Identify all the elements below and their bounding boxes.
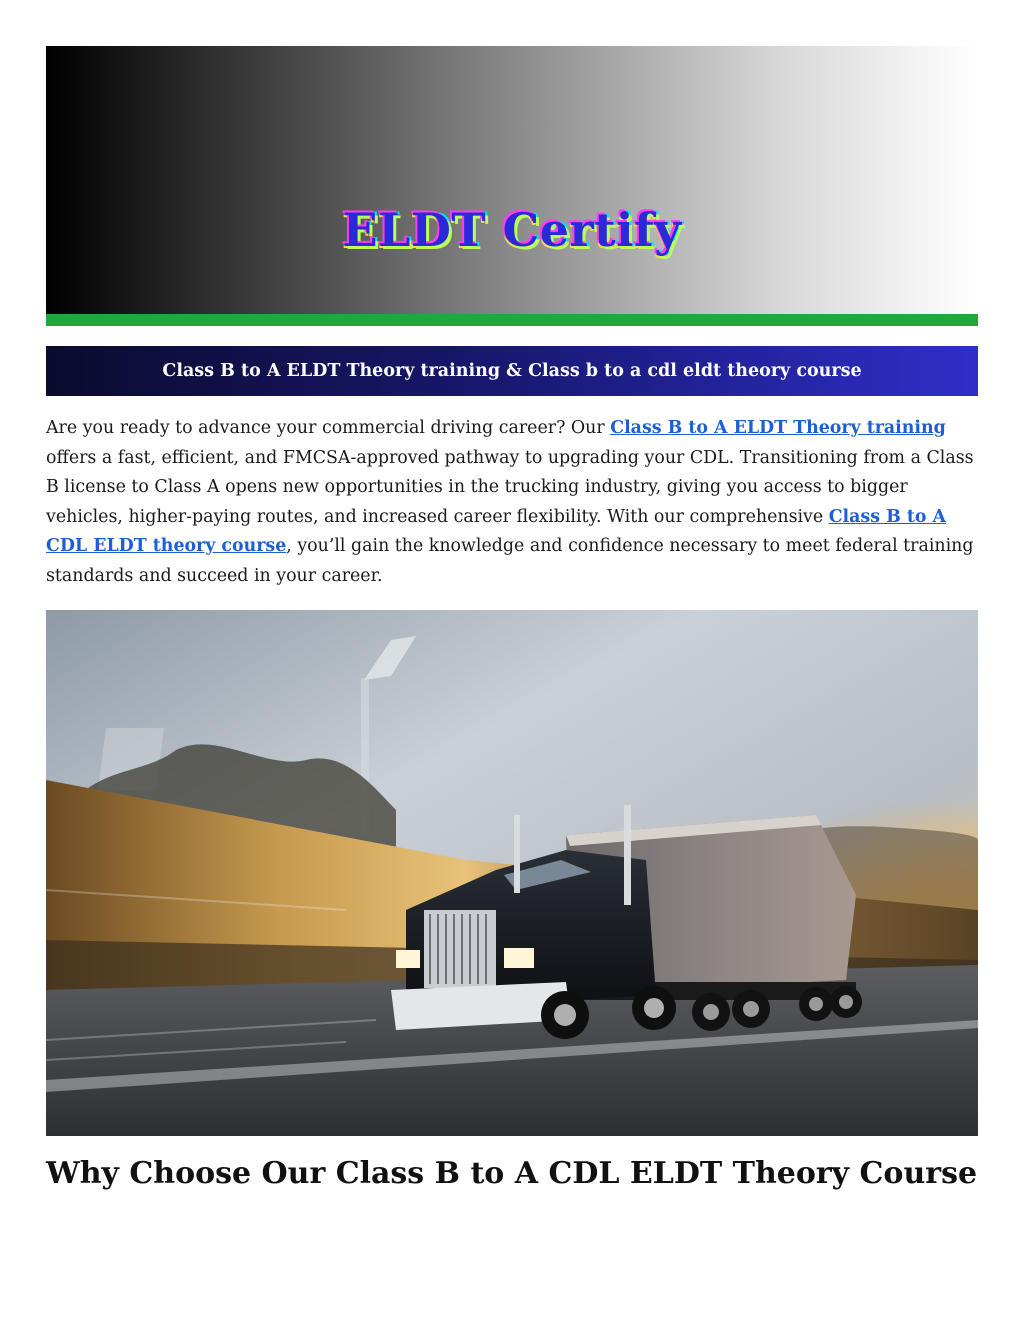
- intro-paragraph: [46, 414, 981, 591]
- title-banner: [46, 346, 978, 396]
- hero-header: [46, 46, 978, 314]
- truck-photo: [46, 610, 978, 1136]
- intro-text-3: , you’ll gain the knowledge and confidence necessary to meet federal training standards and succeed in your career.: [46, 536, 974, 586]
- intro-text-2: offers a fast, efficient, and FMCSA-approved pathway to upgrading your CDL. Transitioning from a Class B license to Class A opens new opportunities in the trucking industry, giving you access to bigger vehicles, higher-paying routes, and increased career flexibility. With our comprehensive: [46, 447, 974, 527]
- eldt-theory-training-link[interactable]: Class B to A ELDT Theory training: [610, 418, 946, 438]
- accent-divider: [46, 314, 978, 326]
- section-heading: Why Choose Our Class B to A CDL ELDT Theory Course: [46, 1156, 978, 1191]
- brand-title: ELDT Certify: [342, 203, 682, 257]
- intro-text-1: Are you ready to advance your commercial driving career? Our: [46, 418, 611, 438]
- banner-title: Class B to A ELDT Theory training & Class b to a cdl eldt theory course: [162, 361, 862, 381]
- cdl-eldt-theory-course-link[interactable]: Class B to A CDL ELDT theory course: [46, 506, 947, 556]
